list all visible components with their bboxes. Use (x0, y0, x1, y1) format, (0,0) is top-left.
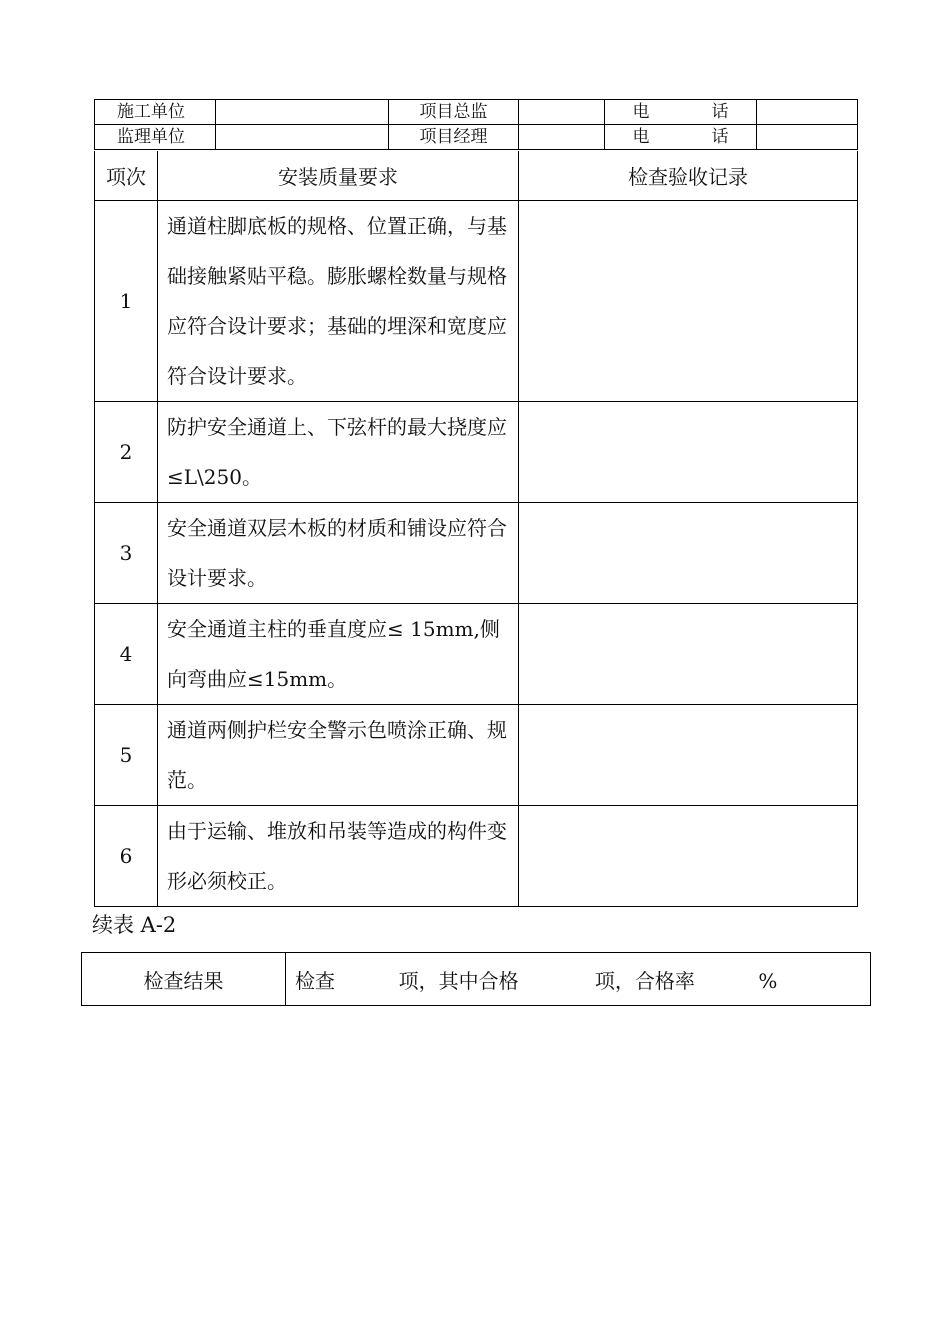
phone-label-cell-2 (605, 125, 757, 150)
record-field[interactable] (519, 503, 858, 604)
requirement-text: 通道柱脚底板的规格、位置正确，与基础接触紧贴平稳。膨胀螺栓数量与规格应符合设计要求；基础的埋深和宽度应符合设计要求。 (158, 201, 519, 402)
result-label: 检查结果 (82, 953, 286, 1006)
record-field[interactable] (519, 806, 858, 907)
project-info-table (94, 99, 858, 150)
record-field[interactable] (519, 201, 858, 402)
info-row-construction (95, 100, 858, 125)
phone-field-2[interactable] (757, 125, 858, 150)
supervision-unit-field[interactable] (216, 125, 389, 150)
phone-label: 电话 (632, 127, 729, 147)
result-summary-field[interactable]: 检查 项，其中合格 项，合格率 % (286, 953, 871, 1006)
table-row (95, 604, 858, 705)
requirement-text: 安全通道双层木板的材质和铺设应符合设计要求。 (158, 503, 519, 604)
requirement-text: 防护安全通道上、下弦杆的最大挠度应≤L\250。 (158, 402, 519, 503)
continued-table-label: 续表 A-2 (92, 913, 177, 937)
requirement-text: 安全通道主柱的垂直度应≤ 15mm,侧向弯曲应≤15mm。 (158, 604, 519, 705)
phone-label: 电话 (632, 102, 729, 122)
table-row (95, 705, 858, 806)
project-manager-field[interactable] (519, 125, 605, 150)
construction-unit-label: 施工单位 (95, 100, 216, 125)
row-number: 4 (95, 604, 158, 705)
phone-label-cell-1 (605, 100, 757, 125)
phone-field-1[interactable] (757, 100, 858, 125)
table-row (95, 806, 858, 907)
col-header-item: 项次 (95, 151, 158, 201)
col-header-requirement: 安装质量要求 (158, 151, 519, 201)
table-row (95, 201, 858, 402)
requirement-text: 由于运输、堆放和吊装等造成的构件变形必须校正。 (158, 806, 519, 907)
record-field[interactable] (519, 705, 858, 806)
quality-requirements-table (94, 151, 858, 907)
row-number: 3 (95, 503, 158, 604)
construction-unit-field[interactable] (216, 100, 389, 125)
table-row (95, 503, 858, 604)
table-row (95, 402, 858, 503)
table-header-row (95, 151, 858, 201)
row-number: 1 (95, 201, 158, 402)
project-manager-label: 项目经理 (389, 125, 519, 150)
inspection-result-table (81, 952, 871, 1006)
record-field[interactable] (519, 402, 858, 503)
row-number: 5 (95, 705, 158, 806)
supervision-unit-label: 监理单位 (95, 125, 216, 150)
record-field[interactable] (519, 604, 858, 705)
col-header-record: 检查验收记录 (519, 151, 858, 201)
result-row (82, 953, 871, 1006)
row-number: 6 (95, 806, 158, 907)
row-number: 2 (95, 402, 158, 503)
chief-supervisor-field[interactable] (519, 100, 605, 125)
chief-supervisor-label: 项目总监 (389, 100, 519, 125)
info-row-supervision (95, 125, 858, 150)
requirement-text: 通道两侧护栏安全警示色喷涂正确、规范。 (158, 705, 519, 806)
